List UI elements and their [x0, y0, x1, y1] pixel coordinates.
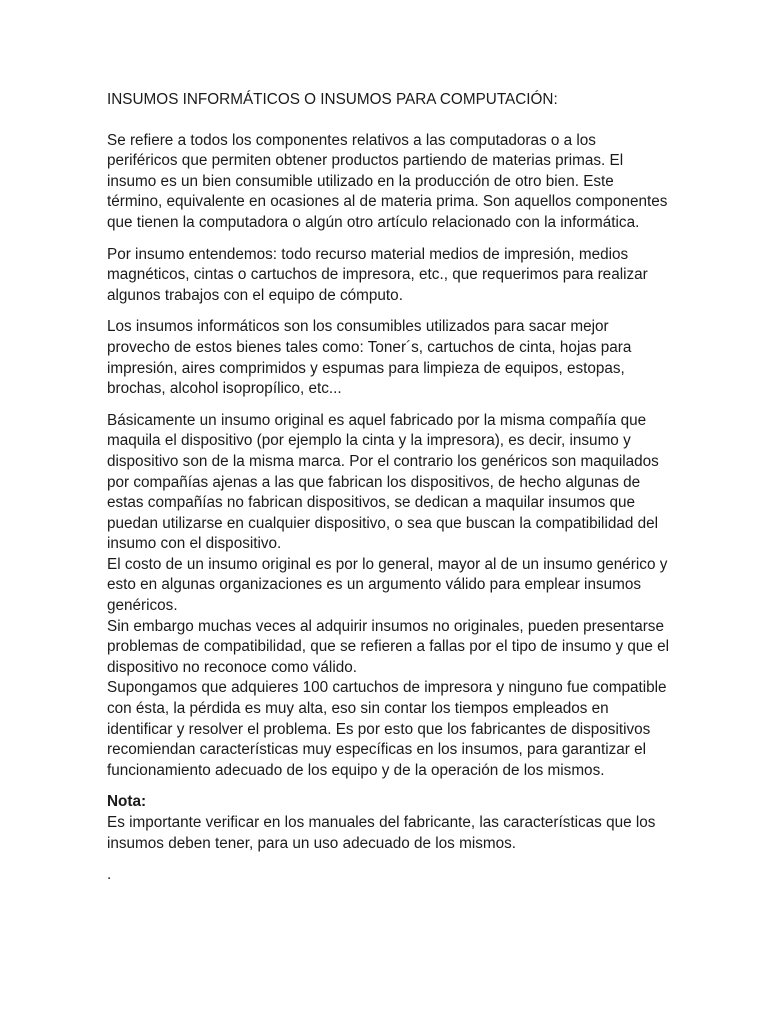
paragraph-line: estas compañías no fabrican dispositivos, se dedican a maquilar insumos que — [107, 494, 636, 512]
paragraph-line: por compañías ajenas a las que fabrican los dispositivos, de hecho algunas de — [107, 473, 641, 491]
paragraph-line: insumos deben tener, para un uso adecuado de los mismos. — [107, 834, 517, 852]
paragraph-line: El costo de un insumo original es por lo general, mayor al de un insumo genérico y — [107, 555, 668, 573]
paragraph-line: con ésta, la pérdida es muy alta, eso sin contar los tiempos empleados en — [107, 700, 609, 718]
nota-heading: Nota: — [107, 793, 147, 811]
paragraph-insumo — [107, 245, 667, 307]
paragraph-line: insumo es un bien consumible utilizado en la producción de otro bien. Este — [107, 172, 614, 190]
paragraph-line: maquila el dispositivo (por ejemplo la cinta y la impresora), es decir, insumo y — [107, 432, 631, 450]
paragraph-consumibles — [107, 317, 667, 399]
paragraph-line: algunos trabajos con el equipo de cómputo. — [107, 286, 403, 304]
paragraph-line: genéricos. — [107, 597, 178, 615]
paragraph-line: brochas, alcohol isopropílico, etc... — [107, 380, 342, 398]
paragraph-line: Los insumos informáticos son los consumibles utilizados para sacar mejor — [107, 318, 609, 336]
paragraph-line: dispositivo son de la misma marca. Por el contrario los genéricos son maquilados — [107, 452, 659, 470]
document-page — [107, 90, 670, 886]
paragraph-line: Sin embargo muchas veces al adquirir insumos no originales, pueden presentarse — [107, 617, 664, 635]
paragraph-line: impresión, aires comprimidos y espumas para limpieza de equipos, estopas, — [107, 359, 625, 377]
paragraph-line: magnéticos, cintas o cartuchos de impresora, etc., que requerimos para realizar — [107, 266, 648, 284]
paragraph-line: insumo con el dispositivo. — [107, 535, 282, 553]
paragraph-line: funcionamiento adecuado de los equipo y de la operación de los mismos. — [107, 761, 605, 779]
paragraph-line: dispositivo no reconoce como válido. — [107, 658, 357, 676]
paragraph-definition — [107, 131, 667, 234]
paragraph-line: puedan utilizarse en cualquier dispositivo, o sea que buscan la compatibilidad del — [107, 514, 659, 532]
paragraph-line: provecho de estos bienes tales como: Toner´s, cartuchos de cinta, hojas para — [107, 338, 632, 356]
paragraph-line: Básicamente un insumo original es aquel fabricado por la misma compañía que — [107, 411, 647, 429]
paragraph-line: Por insumo entendemos: todo recurso material medios de impresión, medios — [107, 245, 629, 263]
trailing-dot: . — [107, 866, 112, 884]
paragraph-line: esto en algunas organizaciones es un argumento válido para emplear insumos — [107, 576, 642, 594]
paragraph-line: recomiendan características muy específicas en los insumos, para garantizar el — [107, 741, 647, 759]
paragraph-line: problemas de compatibilidad, que se refieren a fallas por el tipo de insumo y que el — [107, 638, 670, 656]
paragraph-line: Es importante verificar en los manuales del fabricante, las características que los — [107, 814, 656, 831]
paragraph-line: periféricos que permiten obtener productos partiendo de materias primas. El — [107, 152, 624, 170]
document-title: INSUMOS INFORMÁTICOS O INSUMOS PARA COMPUTACIÓN: — [107, 91, 558, 108]
nota-section — [107, 792, 667, 854]
paragraph-line: Se refiere a todos los componentes relativos a las computadoras o a los — [107, 131, 596, 149]
paragraph-line: identificar y resolver el problema. Es por esto que los fabricantes de dispositivos — [107, 720, 651, 738]
paragraph-line: que tienen la computadora o algún otro artículo relacionado con la informática. — [107, 213, 640, 231]
paragraph-line: término, equivalente en ocasiones al de materia prima. Son aquellos componentes — [107, 193, 668, 211]
paragraph-line: Supongamos que adquieres 100 cartuchos de impresora y ninguno fue compatible — [107, 679, 667, 697]
paragraph-original-generico — [107, 411, 670, 782]
